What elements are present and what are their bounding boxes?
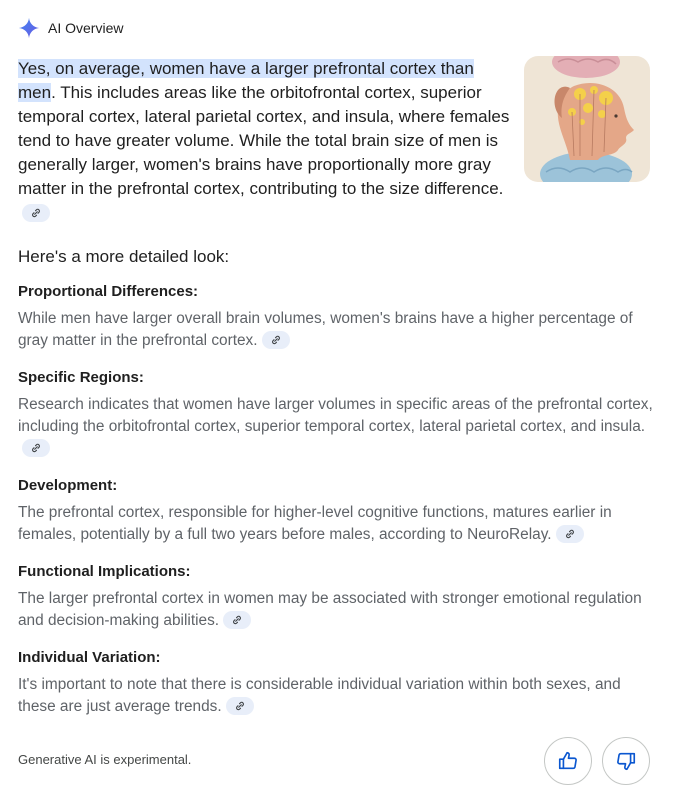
section-body (18, 502, 658, 546)
source-link-chip[interactable] (22, 439, 50, 457)
ai-overview-header (18, 16, 123, 40)
section-body-text: The larger prefrontal cortex in women may be associated with stronger emotional regulation and decision-making abilities. (18, 590, 642, 629)
section-title: Individual Variation: (18, 649, 161, 666)
link-icon (30, 207, 42, 219)
section-title: Development: (18, 477, 118, 494)
section-title: Specific Regions: (18, 369, 144, 386)
generative-ai-disclaimer: Generative AI is experimental. (18, 752, 192, 767)
source-link-chip[interactable] (556, 525, 584, 543)
section-body (18, 674, 658, 718)
source-link-chip[interactable] (226, 697, 254, 715)
brain-illustration-thumbnail[interactable] (524, 56, 650, 182)
section-body-text: Research indicates that women have larger volumes in specific areas of the prefrontal cortex, including the orbitofrontal cortex, superior temporal cortex, lateral parietal cortex, and insula. (18, 396, 653, 435)
thumbs-down-button[interactable] (602, 737, 650, 785)
link-icon (231, 614, 243, 626)
section-title: Proportional Differences: (18, 283, 199, 300)
section-development (18, 476, 658, 546)
brain-illustration (524, 56, 650, 182)
section-body (18, 588, 658, 632)
section-specific-regions (18, 368, 658, 460)
ai-sparkle-icon (18, 17, 40, 39)
section-functional-implications (18, 562, 658, 632)
thumbs-up-icon (557, 750, 579, 772)
thumbs-up-button[interactable] (544, 737, 592, 785)
intro-paragraph (18, 57, 514, 225)
section-body-text: While men have larger overall brain volumes, women's brains have a higher percentage of gray matter in the prefrontal cortex. (18, 310, 633, 349)
source-link-chip[interactable] (262, 331, 290, 349)
ai-overview-title: AI Overview (48, 20, 124, 36)
link-icon (30, 442, 42, 454)
detail-intro: Here's a more detailed look: (18, 247, 230, 266)
link-icon (564, 528, 576, 540)
link-icon (234, 700, 246, 712)
intro-text: . This includes areas like the orbitofrontal cortex, superior temporal cortex, lateral parietal cortex, and insula, where females tend to have greater volume. While the total brain size of men is generally larger, women's brains have proportionally more gray matter in the prefrontal cortex, contributing to the size difference. (18, 83, 510, 198)
section-body-text: The prefrontal cortex, responsible for higher-level cognitive functions, matures earlier in females, potentially by a full two years before males, according to NeuroRelay. (18, 504, 612, 543)
section-title: Functional Implications: (18, 563, 191, 580)
thumbs-down-icon (615, 750, 637, 772)
highlighted-answer: Yes, on average, women have a larger prefrontal cortex than men (18, 59, 474, 102)
link-icon (270, 334, 282, 346)
section-body (18, 308, 658, 352)
source-link-chip[interactable] (22, 204, 50, 222)
section-body-text: It's important to note that there is considerable individual variation within both sexes, and these are just average trends. (18, 676, 621, 715)
section-proportional-differences (18, 282, 658, 352)
source-link-chip[interactable] (223, 611, 251, 629)
section-body (18, 394, 658, 460)
section-individual-variation (18, 648, 658, 718)
